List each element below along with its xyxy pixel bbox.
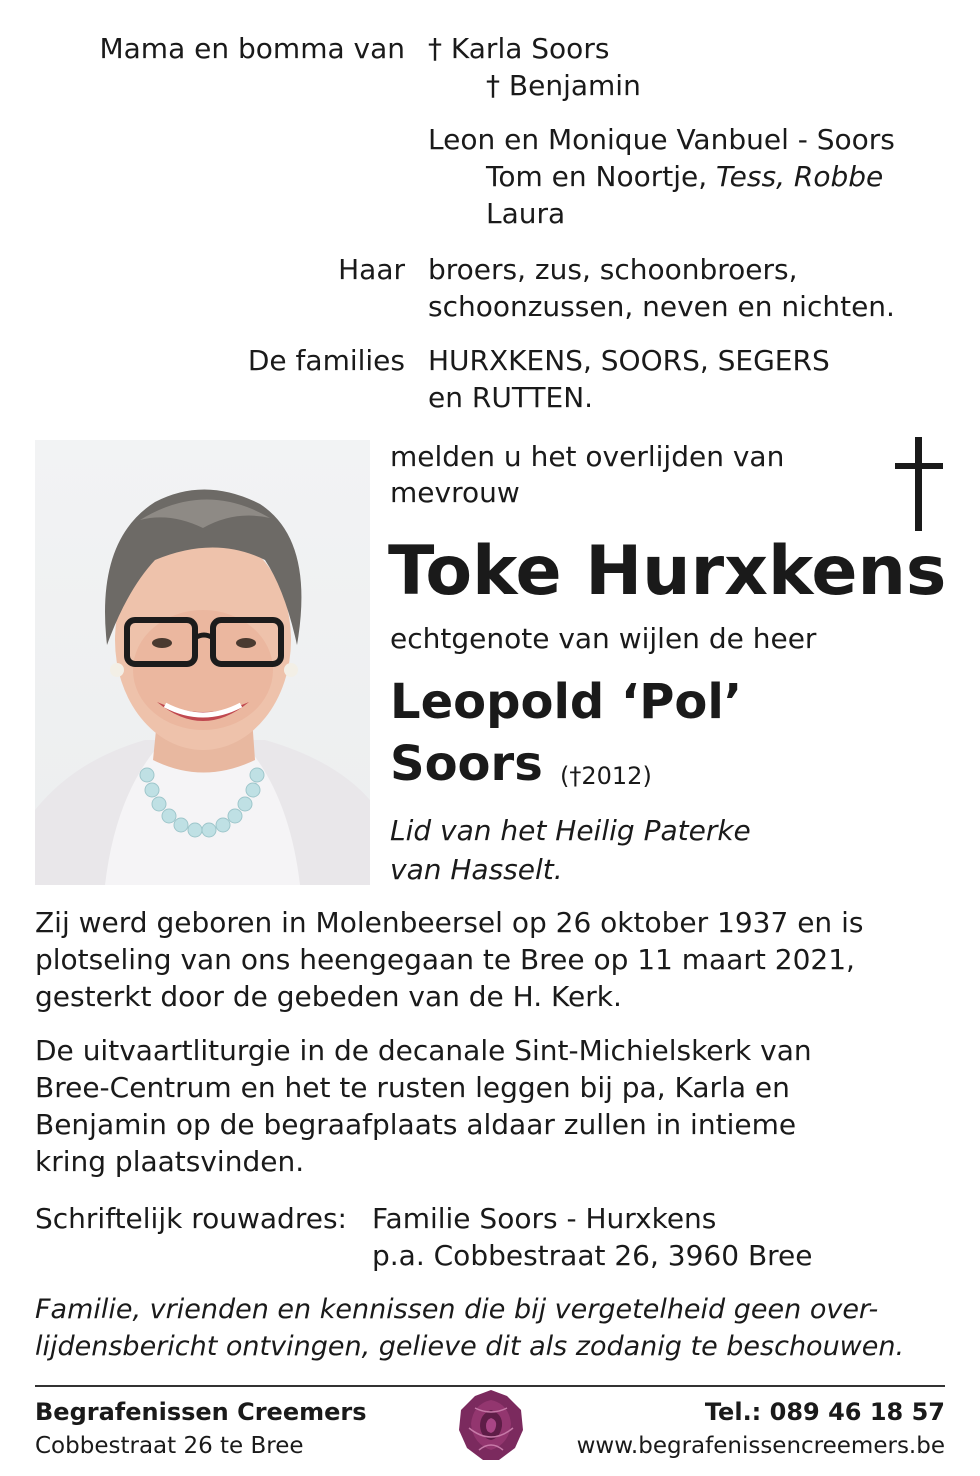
address-line-1: Familie Soors - Hurxkens [372,1202,717,1235]
rose-logo-icon [455,1388,527,1464]
note-line-2: lijdensbericht ontvingen, gelieve dit als zodanig te beschouwen. [35,1331,905,1362]
company-name: Begrafenissen Creemers [35,1398,367,1426]
family-line-benjamin: † Benjamin [486,69,641,102]
body-p1-line-3: gesterkt door de gebeden van de H. Kerk. [35,980,622,1013]
family-line-karla: † Karla Soors [428,32,610,65]
family-line-schoonzussen: schoonzussen, neven en nichten. [428,290,895,323]
body-p1-line-1: Zij werd geboren in Molenbeersel op 26 oktober 1937 en is [35,906,864,939]
company-phone: Tel.: 089 46 18 57 [704,1398,945,1426]
family-label-haar: Haar [338,253,405,286]
address-line-2: p.a. Cobbestraat 26, 3960 Bree [372,1239,813,1272]
footer-divider [35,1385,945,1387]
family-line-laura: Laura [486,197,566,230]
family-line-broers: broers, zus, schoonbroers, [428,253,798,286]
body-p2-line-1: De uitvaartliturgie in de decanale Sint-Michielskerk van [35,1034,812,1067]
spouse-name-line-1: Leopold ‘Pol’ [390,674,743,730]
portrait-illustration [35,440,370,885]
spouse-intro: echtgenote van wijlen de heer [390,622,817,655]
body-p2-line-3: Benjamin op de begraafplaats aldaar zullen in intieme [35,1108,797,1141]
body-p2-line-2: Bree-Centrum en het te rusten leggen bij pa, Karla en [35,1071,790,1104]
company-street: Cobbestraat 26 te Bree [35,1433,304,1459]
family-line-hurxkens: HURXKENS, SOORS, SEGERS [428,344,830,377]
membership-line-1: Lid van het Heilig Paterke [390,814,751,847]
intro-line-1: melden u het overlijden van [390,440,785,473]
spouse-name-line-2: Soors [390,736,543,792]
family-line-rutten: en RUTTEN. [428,381,594,414]
family-line-tom: Tom en Noortje, Tess, Robbe [486,160,884,193]
family-label-mama: Mama en bomma van [99,32,405,65]
deceased-name: Toke Hurxkens [388,532,947,611]
intro-line-2: mevrouw [390,476,520,509]
body-p2-line-4: kring plaatsvinden. [35,1145,305,1178]
cross-icon [895,437,943,531]
company-website[interactable]: www.begrafenissencreemers.be [576,1433,945,1459]
portrait-photo [35,440,370,885]
body-p1-line-2: plotseling van ons heengegaan te Bree op 11 maart 2021, [35,943,855,976]
family-label-families: De families [247,344,405,377]
family-line-leon: Leon en Monique Vanbuel - Soors [428,123,895,156]
membership-line-2: van Hasselt. [390,853,563,886]
note-line-1: Familie, vrienden en kennissen die bij vergetelheid geen over- [35,1294,879,1325]
address-label: Schriftelijk rouwadres: [35,1202,347,1235]
spouse-death-year: (†2012) [560,762,652,790]
